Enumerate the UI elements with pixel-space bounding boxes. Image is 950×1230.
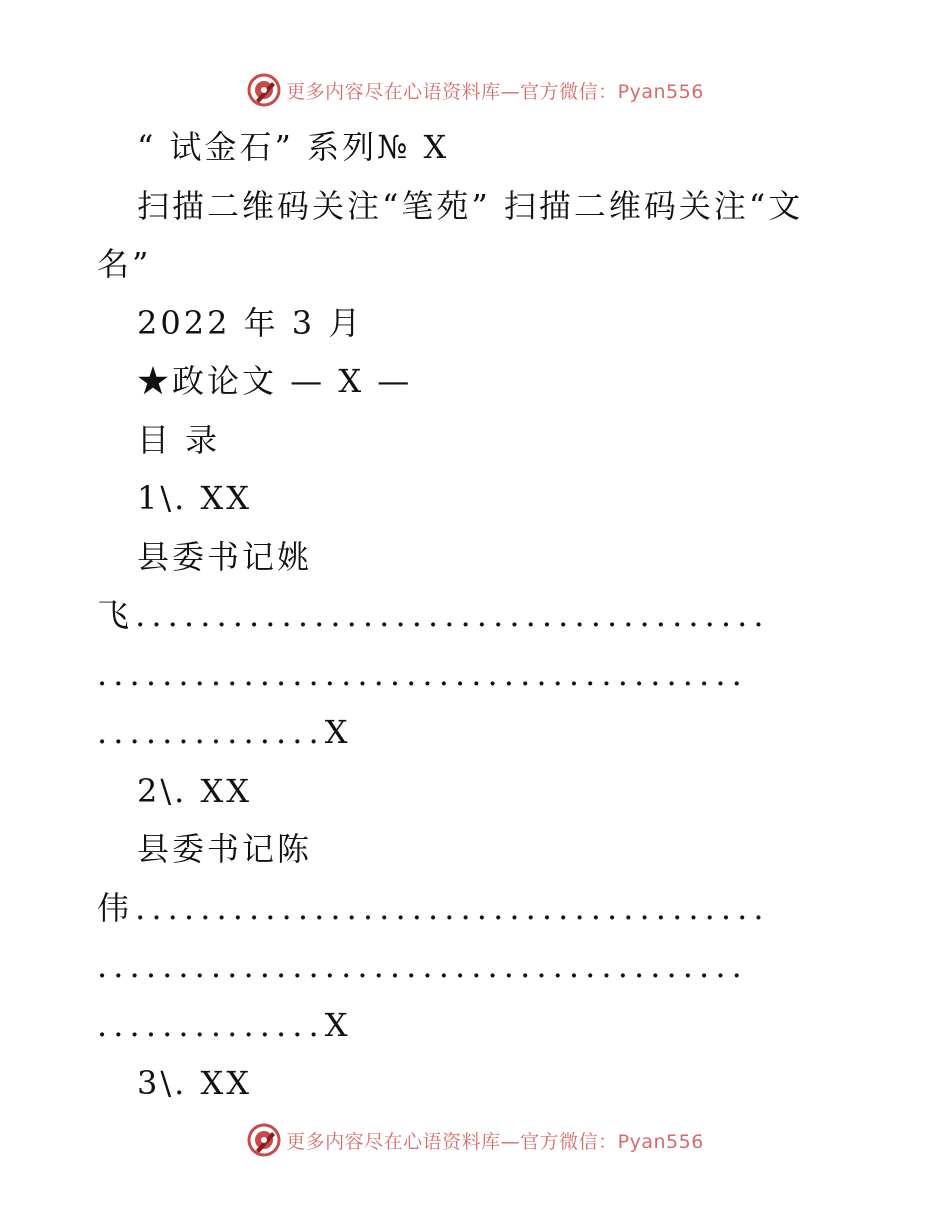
- toc-leader-line: ........................................: [97, 947, 748, 985]
- toc-item-number: 2\. XX: [137, 771, 253, 810]
- toc-item-author: 县委书记陈: [137, 830, 313, 868]
- document-body: [97, 118, 857, 1113]
- section-title: ★政论文 — X —: [137, 362, 413, 400]
- pen-seal-icon: [246, 72, 282, 108]
- toc-leader-line: ........................................: [97, 654, 748, 693]
- pen-seal-icon: [246, 1122, 282, 1158]
- header-watermark: [0, 70, 950, 110]
- toc-item-number: 1\. XX: [137, 479, 253, 517]
- toc-leader-line: 飞.......................................: [97, 596, 770, 634]
- toc-leader-page: ..............X: [97, 1005, 354, 1044]
- qr-follow-line-continued: 名”: [97, 245, 152, 283]
- footer-watermark: [0, 1120, 950, 1160]
- watermark-text: 更多内容尽在心语资料库—官方微信：Pyan556: [286, 80, 704, 103]
- toc-item-number: 3\. XX: [137, 1064, 253, 1102]
- series-title: “ 试金石” 系列№ X: [137, 128, 450, 166]
- watermark-text: 更多内容尽在心语资料库—官方微信：Pyan556: [286, 1130, 704, 1153]
- document-date: 2022 年 3 月: [137, 303, 364, 342]
- toc-title: 目 录: [137, 420, 221, 459]
- qr-follow-line: 扫描二维码关注“笔苑” 扫描二维码关注“文: [137, 186, 804, 225]
- toc-item-author: 县委书记姚: [137, 537, 313, 576]
- toc-leader-page: ..............X: [97, 713, 354, 751]
- toc-leader-line: 伟.......................................: [97, 888, 770, 927]
